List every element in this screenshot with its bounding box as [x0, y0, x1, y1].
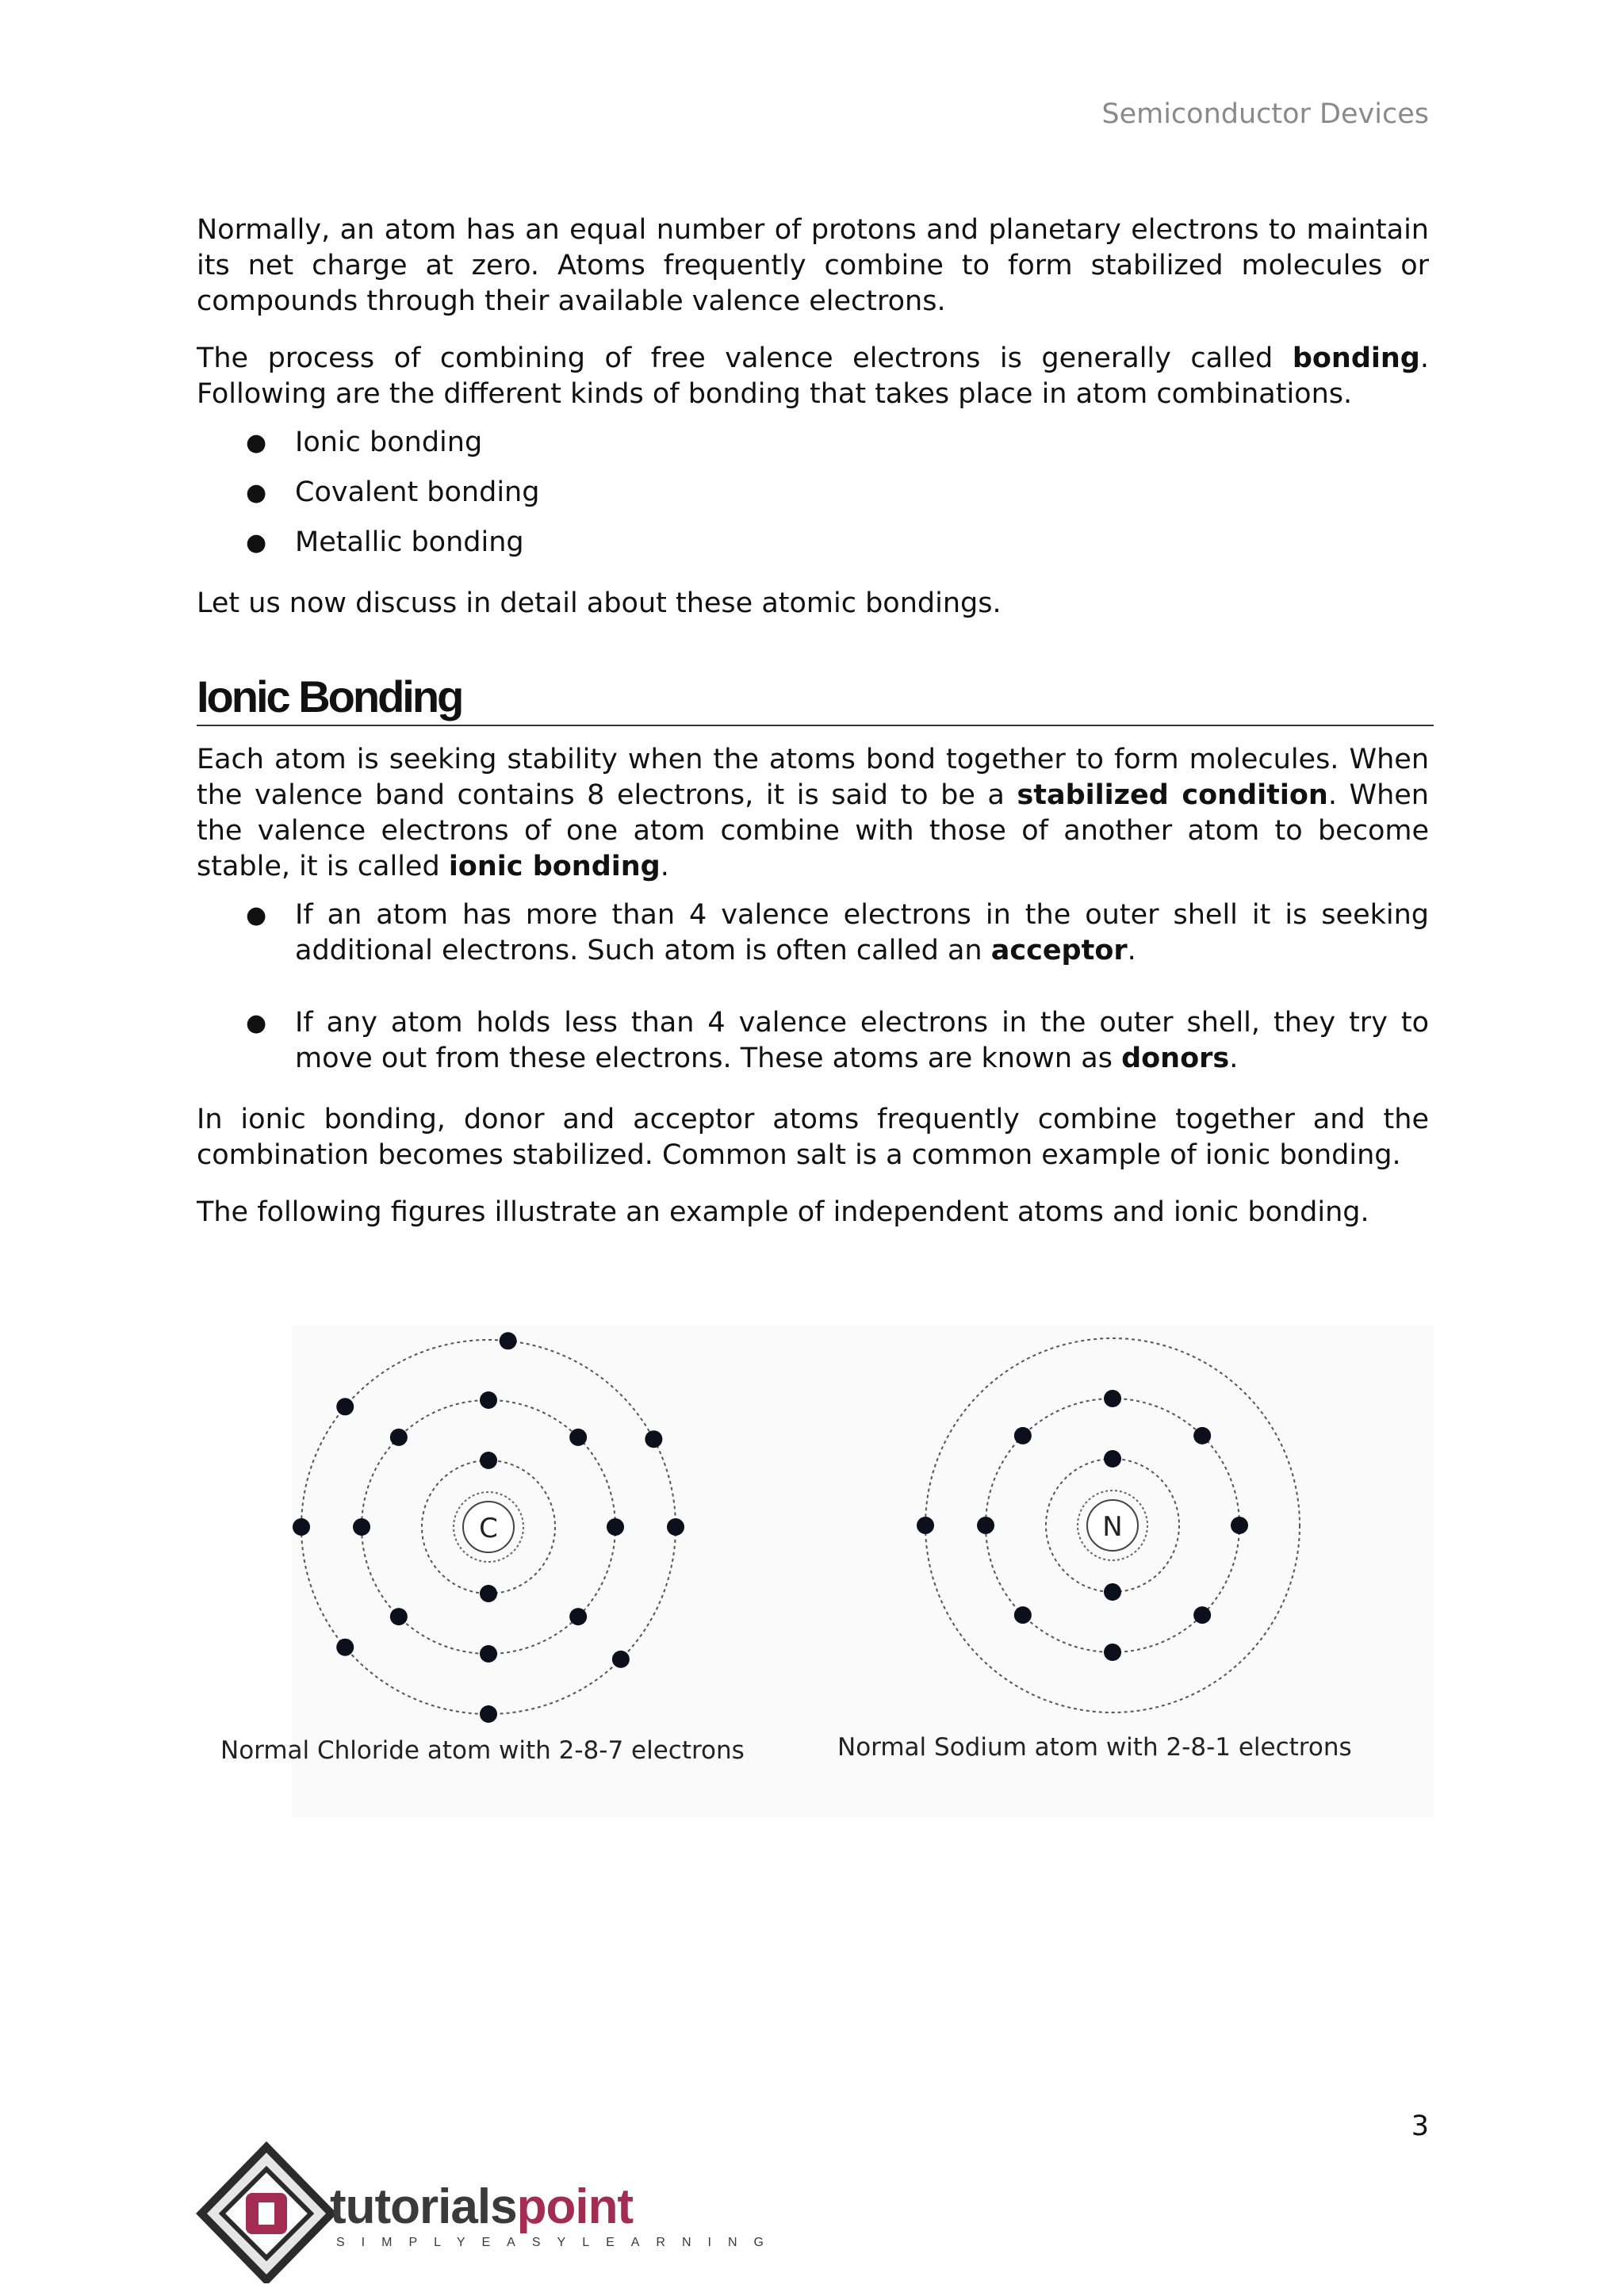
bullet-icon: ●: [246, 901, 267, 929]
nucleus-label: N: [1102, 1511, 1123, 1543]
bonding-types-list: [197, 425, 1429, 561]
atom-types-list: [197, 897, 1429, 1077]
intro-paragraph-2: The process of combining of free valence electrons is generally called bonding. Following are the different kinds of bonding that takes place in atom combinations.: [197, 342, 1429, 410]
section-paragraph-1: Each atom is seeking stability when the atoms bond together to form molecules. When the valence band contains 8 electrons, it is said to be a stabilized condition. When the valence electrons of one atom combine with those of another atom to become stable, it is called ionic bonding.: [197, 744, 1429, 882]
electron: [390, 1608, 408, 1625]
list-item: ● Metallic bonding: [197, 525, 1429, 561]
electron: [500, 1332, 517, 1349]
intro-paragraph-3: Let us now discuss in detail about these atomic bondings.: [197, 587, 1002, 619]
tutorialspoint-logo: [195, 2141, 780, 2283]
page-content: [197, 212, 1429, 1252]
chloride-caption: Normal Chloride atom with 2-8-7 electrons: [220, 1736, 745, 1765]
electron: [390, 1429, 408, 1446]
electron: [1193, 1606, 1211, 1624]
electron: [293, 1518, 310, 1536]
list-item: ● Ionic bonding: [197, 425, 1429, 461]
electron: [612, 1651, 630, 1668]
electron: [480, 1452, 497, 1469]
section-paragraph-2: In ionic bonding, donor and acceptor atoms frequently combine together and the combination becomes stabilized. Common salt is a common example of ionic bonding.: [197, 1104, 1429, 1171]
electron: [1104, 1450, 1121, 1468]
electron: [353, 1518, 370, 1536]
electron: [645, 1430, 662, 1448]
list-item: ● Covalent bonding: [197, 475, 1429, 511]
bullet-icon: ●: [246, 429, 267, 457]
electron: [480, 1391, 497, 1409]
logo-wordmark: tutorialspoint: [330, 2179, 634, 2234]
sodium-caption: Normal Sodium atom with 2-8-1 electrons: [837, 1733, 1352, 1762]
logo-diamond-icon: [195, 2141, 338, 2283]
list-item: ● If an atom has more than 4 valence electrons in the outer shell it is seeking additional electrons. Such atom is often called an acceptor.: [246, 899, 1429, 966]
section-paragraph-3: The following figures illustrate an example of independent atoms and ionic bonding.: [197, 1196, 1369, 1228]
electron: [480, 1645, 497, 1663]
electron: [917, 1517, 934, 1534]
electron: [480, 1705, 497, 1723]
electron: [667, 1518, 684, 1536]
electron: [1231, 1517, 1248, 1534]
intro-paragraph-1: Normally, an atom has an equal number of protons and planetary electrons to maintain its net charge at zero. Atoms frequently combine to form stabilized molecules or compounds through their available valence electrons.: [197, 214, 1429, 317]
electron: [977, 1517, 994, 1534]
list-item: ● If any atom holds less than 4 valence electrons in the outer shell, they try to move out from these electrons. These atoms are known as donors.: [246, 1007, 1429, 1074]
running-header: Semiconductor Devices: [1101, 98, 1429, 130]
electron: [1014, 1427, 1032, 1445]
electron: [607, 1518, 624, 1536]
bullet-icon: ●: [246, 1009, 267, 1037]
electron: [569, 1429, 587, 1446]
section-heading: Ionic Bonding: [197, 671, 1434, 726]
electron: [1104, 1644, 1121, 1661]
electron: [336, 1398, 354, 1415]
electron: [1104, 1390, 1121, 1407]
electron: [1193, 1427, 1211, 1445]
page-number: 3: [1411, 2110, 1429, 2142]
bullet-icon: ●: [246, 529, 267, 557]
electron: [1014, 1606, 1032, 1624]
electron: [336, 1639, 354, 1656]
electron: [569, 1608, 587, 1625]
logo-tagline: SIMPLYEASYLEARNING: [336, 2236, 780, 2249]
electron: [480, 1585, 497, 1602]
electron: [1104, 1583, 1121, 1601]
bullet-icon: ●: [246, 479, 267, 507]
nucleus-label: C: [479, 1513, 498, 1544]
atom-figure: [197, 1326, 1434, 1817]
